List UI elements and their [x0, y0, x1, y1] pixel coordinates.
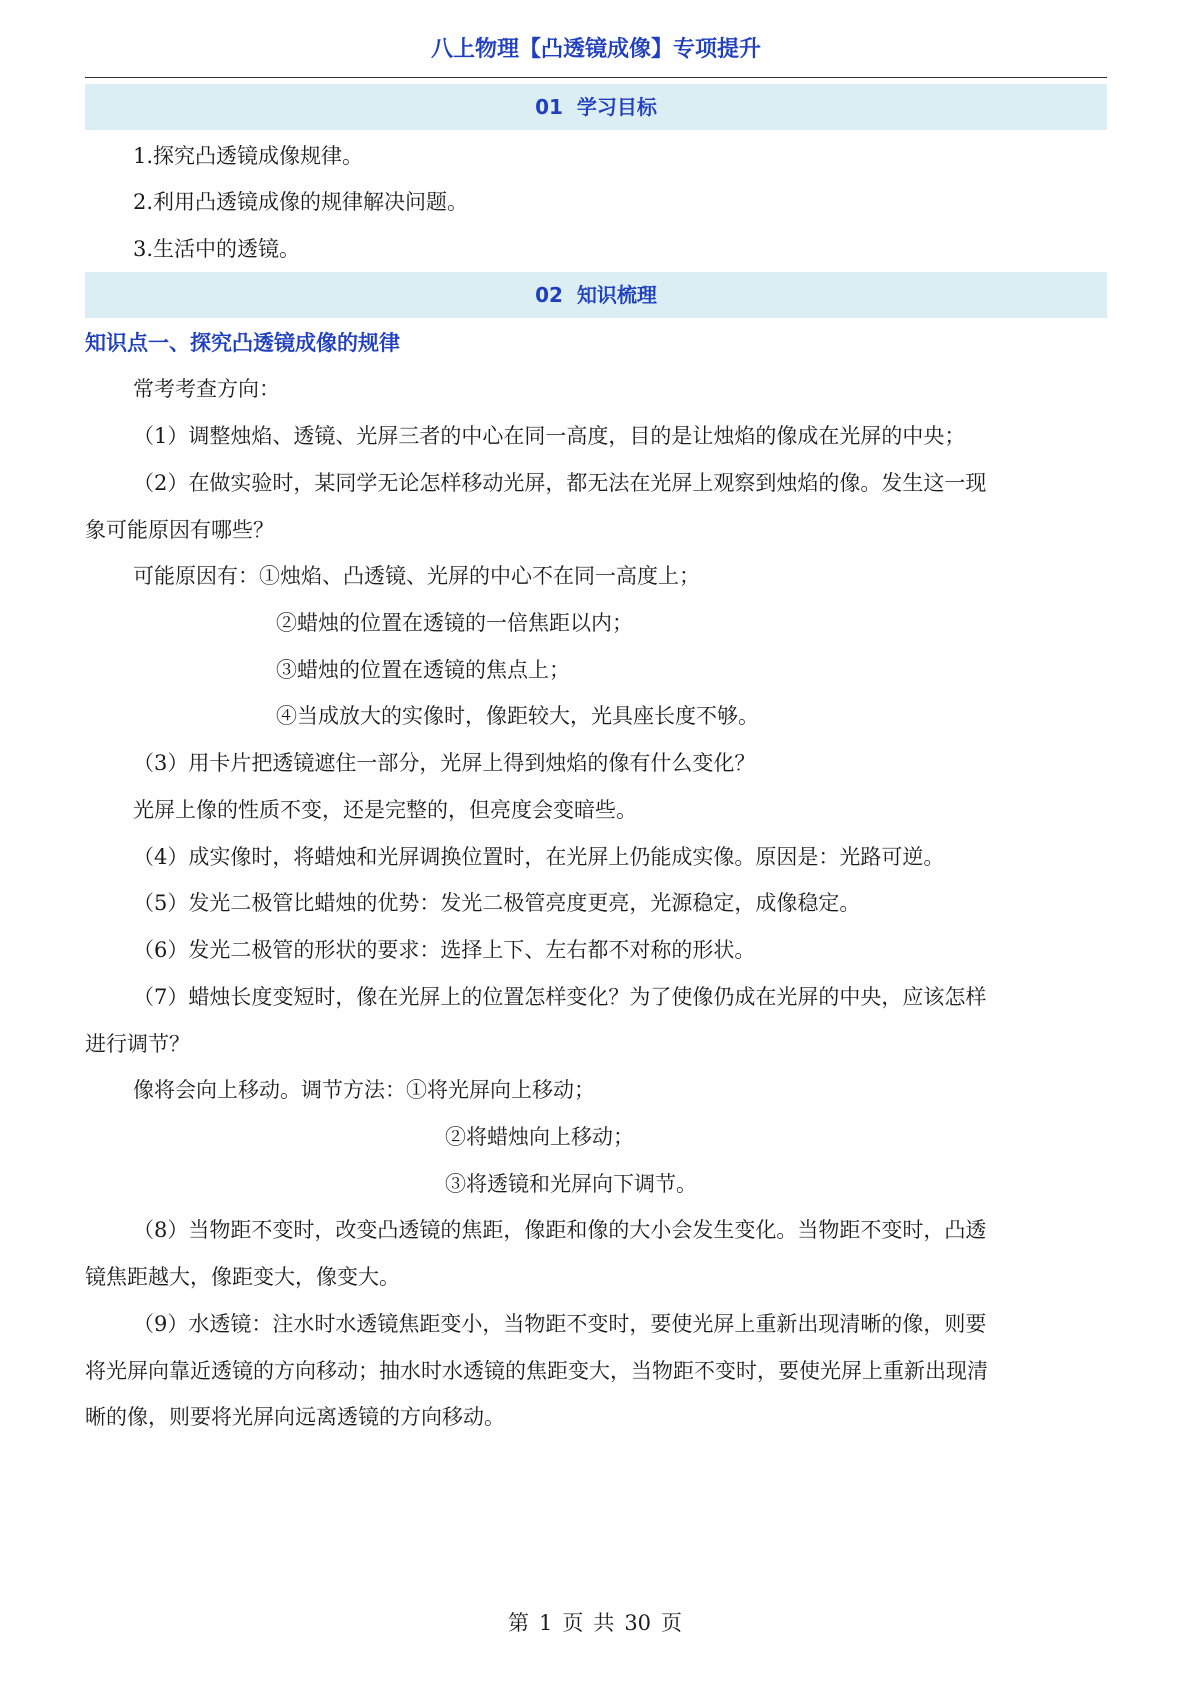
knowledge-point-heading: 知识点一、探究凸透镜成像的规律 — [85, 331, 400, 355]
page-footer — [0, 1608, 1190, 1638]
page-title: 八上物理【凸透镜成像】专项提升 — [85, 28, 1107, 78]
goal-item: 2.利用凸透镜成像的规律解决问题。 — [133, 190, 469, 214]
paragraph-line: （7）蜡烛长度变短时，像在光屏上的位置怎样变化？为了使像仍成在光屏的中央，应该怎样 — [133, 985, 987, 1009]
paragraph-line: 可能原因有：①烛焰、凸透镜、光屏的中心不在同一高度上； — [133, 564, 700, 588]
paragraph-line: 常考考查方向： — [133, 377, 280, 401]
section-header-goals — [85, 84, 1107, 130]
section-number: 01 — [535, 95, 563, 119]
paragraph-line: 晰的像，则要将光屏向远离透镜的方向移动。 — [85, 1405, 505, 1429]
paragraph-line: （2）在做实验时，某同学无论怎样移动光屏，都无法在光屏上观察到烛焰的像。发生这一现 — [133, 471, 987, 495]
paragraph-line: ④当成放大的实像时，像距较大，光具座长度不够。 — [276, 704, 759, 728]
paragraph-line: 将光屏向靠近透镜的方向移动；抽水时水透镜的焦距变大，当物距不变时，要使光屏上重新出现清 — [85, 1359, 988, 1383]
section-header-knowledge — [85, 272, 1107, 318]
paragraph-line: （8）当物距不变时，改变凸透镜的焦距，像距和像的大小会发生变化。当物距不变时，凸透 — [133, 1218, 987, 1242]
paragraph-line: 镜焦距越大，像距变大，像变大。 — [85, 1265, 400, 1289]
paragraph-line: ②蜡烛的位置在透镜的一倍焦距以内； — [276, 611, 633, 635]
goal-item: 3.生活中的透镜。 — [133, 237, 301, 261]
footer-word: 共 — [593, 1611, 615, 1635]
page-number: 1 — [538, 1611, 553, 1635]
paragraph-line: （4）成实像时，将蜡烛和光屏调换位置时，在光屏上仍能成实像。原因是：光路可逆。 — [133, 845, 945, 869]
goal-item: 1.探究凸透镜成像规律。 — [133, 144, 364, 168]
paragraph-line: （3）用卡片把透镜遮住一部分，光屏上得到烛焰的像有什么变化？ — [133, 751, 756, 775]
paragraph-line: （9）水透镜：注水时水透镜焦距变小，当物距不变时，要使光屏上重新出现清晰的像，则要 — [133, 1312, 987, 1336]
footer-word: 第 — [507, 1611, 529, 1635]
section-number: 02 — [535, 283, 563, 307]
paragraph-line: 光屏上像的性质不变，还是完整的，但亮度会变暗些。 — [133, 798, 637, 822]
paragraph-line: 像将会向上移动。调节方法：①将光屏向上移动； — [133, 1078, 595, 1102]
paragraph-line: 进行调节？ — [85, 1032, 190, 1056]
footer-word: 页 — [661, 1611, 683, 1635]
footer-word: 页 — [562, 1611, 584, 1635]
paragraph-line: 象可能原因有哪些？ — [85, 518, 274, 542]
page-total: 30 — [624, 1611, 652, 1635]
paragraph-line: ③蜡烛的位置在透镜的焦点上； — [276, 658, 570, 682]
paragraph-line: ③将透镜和光屏向下调节。 — [445, 1172, 697, 1196]
paragraph-line: （6）发光二极管的形状的要求：选择上下、左右都不对称的形状。 — [133, 938, 756, 962]
paragraph-line: ②将蜡烛向上移动； — [445, 1125, 634, 1149]
paragraph-line: （1）调整烛焰、透镜、光屏三者的中心在同一高度，目的是让烛焰的像成在光屏的中央； — [133, 424, 966, 448]
section-title: 学习目标 — [576, 95, 657, 119]
section-title: 知识梳理 — [576, 283, 657, 307]
paragraph-line: （5）发光二极管比蜡烛的优势：发光二极管亮度更亮，光源稳定，成像稳定。 — [133, 891, 861, 915]
